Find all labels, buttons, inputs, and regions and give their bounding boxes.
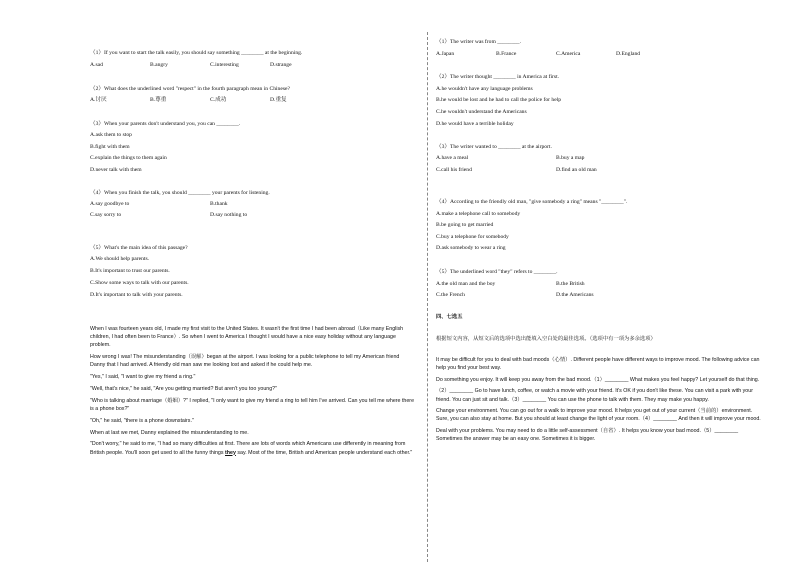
option: D.the Americans <box>556 292 594 298</box>
passage-paragraph: "Oh," he said, "there is a phone downstairs." <box>90 417 194 424</box>
option: A.the old man and the boy <box>436 281 496 287</box>
question-stem: （3）The writer wanted to ________ at the airport. <box>436 144 552 150</box>
passage-paragraph: "Well, that's nice," he said, "Are you getting married? But aren't you too young?" <box>90 386 277 392</box>
option: A.Japan <box>436 51 455 57</box>
option: D.never talk with them <box>90 167 142 173</box>
passage-paragraph: Do something you enjoy. It will keep you away from the bad mood.（1）________ What makes you feel happy? Let yourself do that thing. <box>436 376 760 383</box>
passage-paragraph: Change your environment. You can go out for a walk to improve your mood. It helps you get out of your current（当前的）environment. Sure, you can also stay at home. But you should at least change the light of your room.（4）________ And then it will improve your mood. <box>436 408 761 423</box>
option: C.America <box>556 51 581 57</box>
passage-paragraph: Deal with your problems. You may need to do a little self-assessment（自省）. It helps you know your bad mood.（5）________ Sometimes the answer may be an easy one. Sometimes it is bigger. <box>436 427 739 443</box>
option: B.he would be lost and he had to call the police for help <box>436 97 562 103</box>
option: B.尊重 <box>150 97 167 103</box>
option: C.Show some ways to talk with our parents. <box>90 280 189 286</box>
option: C.say sorry to <box>90 212 122 218</box>
option: C.buy a telephone for somebody <box>436 234 509 240</box>
option: D.England <box>616 51 641 57</box>
option: C.成功 <box>210 97 227 103</box>
column-divider <box>427 32 428 562</box>
question-stem: （1）If you want to start the talk easily, you should say something ________ at the beginning. <box>90 50 303 56</box>
option: C.call his friend <box>436 167 472 173</box>
option: B.angry <box>150 62 168 68</box>
option: B.It's important to trust our parents. <box>90 268 170 274</box>
passage-paragraph: It may be difficult for you to deal with bad moods（心情）. Different people have different ways to improve mood. The following advice can help you find your best way. <box>436 357 760 372</box>
option: A.讨厌 <box>90 97 107 103</box>
text-span: say. Most of the time, British and American people understand each other." <box>235 449 413 456</box>
option: C.interesting <box>210 62 239 68</box>
section-instruction: 根据短文内容，从短文后的选项中选出能填入空白处的最佳选项。（选项中有一项为多余选项） <box>436 336 656 342</box>
option: D.重复 <box>270 97 287 103</box>
option: A.have a meal <box>436 155 469 161</box>
text-span: "Don't worry," he said to me, "I had so many difficulties at first. There are lots of words which Americans use differently in meaning from British people. You'll soon get used to all the funny things <box>90 441 406 456</box>
passage-paragraph: When at last we met, Danny explained the misunderstanding to me. <box>90 429 249 436</box>
question-stem: （4）According to the friendly old man, "give somebody a ring" means "________". <box>436 199 628 205</box>
passage-paragraph: "Yes," I said, "I want to give my friend a ring." <box>90 374 196 381</box>
cloze-passage <box>436 356 766 447</box>
option: A.sad <box>90 62 103 68</box>
section-title: 四、七选五 <box>436 314 463 320</box>
passage-paragraph-last <box>90 440 416 456</box>
question-stem: （5）What's the main idea of this passage? <box>90 245 188 251</box>
passage-paragraph: When I was fourteen years old, I made my first visit to the United States. It wasn't the first time I had been abroad（Like many English children, I had often been to France）. So when I went to America I thought I would have a nice easy holiday without any language problem. <box>90 326 404 349</box>
option: A.he wouldn't have any language problems <box>436 86 533 92</box>
option: A.make a telephone call to somebody <box>436 211 521 217</box>
underlined-word: they <box>225 449 236 456</box>
option: B.fight with them <box>90 144 130 150</box>
question-stem: （3）When your parents don't understand you, you can ________. <box>90 121 241 127</box>
question-stem: （5）The underlined word "they" refers to ________. <box>436 269 558 275</box>
option: A.We should help parents. <box>90 256 150 262</box>
question-stem: （2）The writer thought ________ in America at first. <box>436 74 560 80</box>
option: B.thank <box>210 201 228 207</box>
question-stem: （2）What does the underlined word "respect" in the fourth paragraph mean in Chinese? <box>90 86 290 92</box>
option: B.the British <box>556 281 585 287</box>
option: B.buy a map <box>556 155 585 161</box>
option: B.be going to get married <box>436 222 494 228</box>
option: D.strange <box>270 62 292 68</box>
option: D.he would have a terrible holiday <box>436 121 514 127</box>
passage-paragraph: （2）________ Go to have lunch, coffee, or watch a movie with your friend. It's OK if you don't like these. You can visit a park with your friend. You can just sit and talk.（3）________ You can use the phone to talk with them. They may make you happy. <box>436 388 753 403</box>
option: D.ask somebody to wear a ring <box>436 245 506 251</box>
option: C.he wouldn't understand the Americans <box>436 109 527 115</box>
passage-paragraph: How wrong I was! The misunderstanding（误解）began at the airport. I was looking for a public telephone to tell my American friend Danny that I had arrived. A friendly old man saw me looking lost and asked if he could help me. <box>90 354 400 369</box>
option: B.France <box>496 51 517 57</box>
reading-passage <box>90 325 416 460</box>
option: D.find an old man <box>556 167 597 173</box>
option: D.say nothing to <box>210 212 248 218</box>
question-stem: （4）When you finish the talk, you should ________ your parents for listening. <box>90 190 270 196</box>
option: A.ask them to stop <box>90 132 132 138</box>
option: C.explain the things to them again <box>90 155 167 161</box>
option: C.the French <box>436 292 465 298</box>
option: D.It's important to talk with your parents. <box>90 292 183 298</box>
question-stem: （1）The writer was from ________. <box>436 39 521 45</box>
option: A.say goodbye to <box>90 201 130 207</box>
passage-paragraph: "Who is talking about marriage（婚姻）?" I replied, "I only want to give my friend a ring to tell him I've arrived. Can you tell me where there is a phone box?" <box>90 397 415 412</box>
